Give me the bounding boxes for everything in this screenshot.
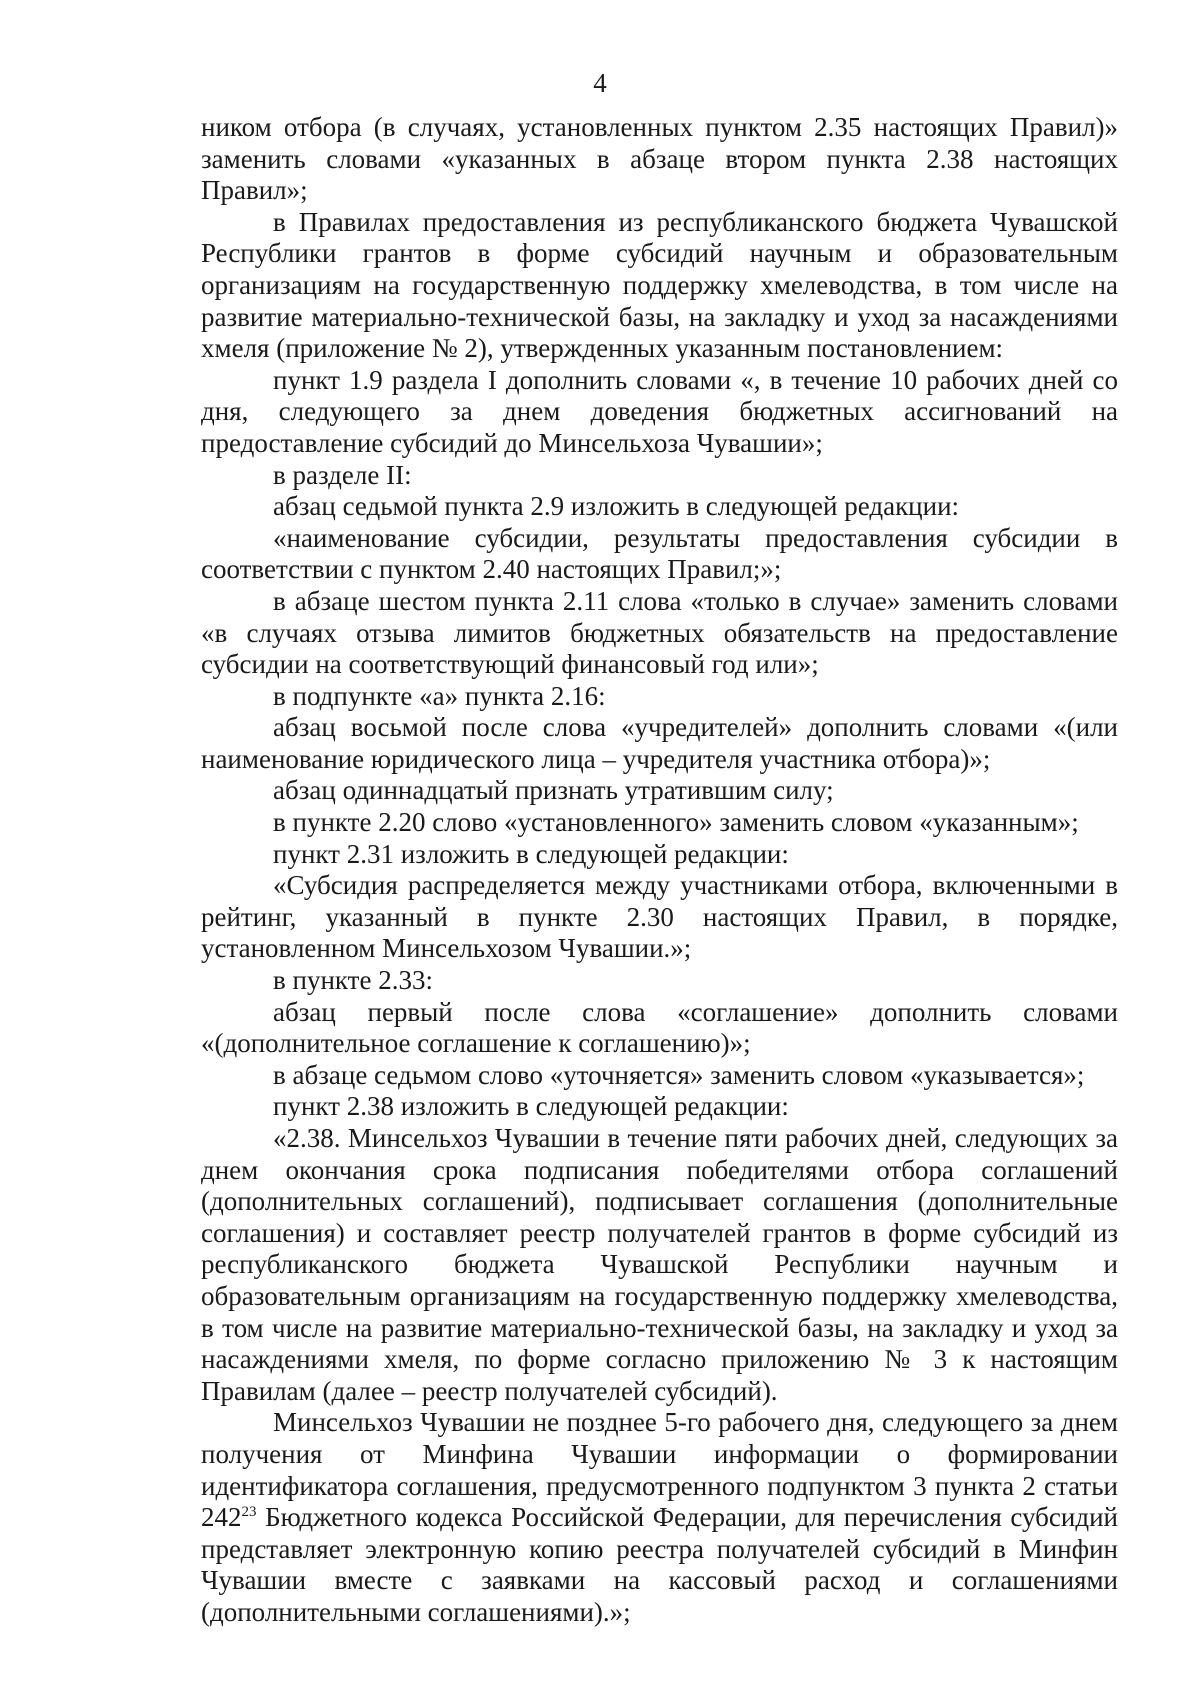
final-paragraph-text-end: Бюджетного кодекса Российской Федерации, для перечисления субсидий представляет электронную копию реестра получателей субсидий в Минфин Чувашии вместе с заявками на кассовый расход и соглашениями (дополнительными соглашениями).»; — [201, 1502, 1118, 1627]
paragraph: абзац седьмой пункта 2.9 изложить в следующей редакции: — [273, 491, 960, 522]
final-paragraph — [201, 1407, 1118, 1628]
document-body — [201, 112, 1118, 1629]
paragraph: «наименование субсидии, результаты предоставления субсидии в соответствии с пунктом 2.40 настоящих Правил;»; — [201, 522, 1118, 585]
paragraph: в Правилах предоставления из республиканского бюджета Чувашской Республики грантов в форме субсидий научным и образовательным организациям на государственную поддержку хмелеводства, в том числе на развитие материально-технической базы, на закладку и уход за насаждениями хмеля (приложение № 2), утвержденных указанным постановлением: — [201, 206, 1118, 364]
paragraph: «Субсидия распределяется между участниками отбора, включенными в рейтинг, указанный в пункте 2.30 настоящих Правил, в порядке, установленном Минсельхозом Чувашии.»; — [201, 870, 1118, 964]
paragraph: в пункте 2.20 слово «установленного» заменить словом «указанным»; — [273, 807, 1079, 838]
paragraph: в пункте 2.33: — [273, 965, 433, 996]
paragraph: абзац восьмой после слова «учредителей» дополнить словами «(или наименование юридического лица – учредителя участника отбора)»; — [201, 712, 1118, 774]
paragraph: пункт 2.31 изложить в следующей редакции: — [273, 838, 789, 869]
paragraph: абзац первый после слова «соглашение» дополнить словами «(дополнительное соглашение к соглашению)»; — [201, 996, 1118, 1059]
paragraph: ником отбора (в случаях, установленных пунктом 2.35 настоящих Правил)» заменить словами «указанных в абзаце втором пункта 2.38 настоящих Правил»; — [201, 112, 1118, 206]
final-paragraph-text-start: Минсельхоз Чувашии не позднее 5-го рабочего дня, следующего за днем получения от Минфина Чувашии информации о формировании идентификатора соглашения, предусмотренного подпунктом 3 пункта 2 статьи 242 — [201, 1407, 1118, 1533]
paragraph: абзац одиннадцатый признать утратившим силу; — [273, 775, 834, 806]
page-number: 4 — [593, 68, 607, 98]
paragraph: пункт 2.38 изложить в следующей редакции: — [273, 1091, 789, 1122]
paragraph: в разделе II: — [273, 459, 412, 490]
paragraph: «2.38. Минсельхоз Чувашии в течение пяти рабочих дней, следующих за днем окончания срока подписания победителями отбора соглашений (дополнительных соглашений), подписывает соглашения (дополнительные соглашения) и составляет реестр получателей грантов в форме субсидий из республиканского бюджета Чувашской Республики научным и образовательным организациям на государственную поддержку хмелеводства, в том числе на развитие материально-технической базы, на закладку и уход за насаждениями хмеля, по форме согласно приложению № 3 к настоящим Правилам (далее – реестр получателей субсидий). — [201, 1123, 1118, 1406]
article-superscript: 23 — [241, 1504, 257, 1521]
paragraph: в абзаце седьмом слово «уточняется» заменить словом «указывается»; — [273, 1059, 1085, 1090]
paragraph: в подпункте «а» пункта 2.16: — [273, 680, 606, 711]
paragraph: в абзаце шестом пункта 2.11 слова «только в случае» заменить словами «в случаях отзыва лимитов бюджетных обязательств на предоставление субсидии на соответствующий финансовый год или»; — [201, 585, 1118, 680]
paragraph: пункт 1.9 раздела I дополнить словами «, в течение 10 рабочих дней со дня, следующего за днем доведения бюджетных ассигнований на предоставление субсидий до Минсельхоза Чувашии»; — [201, 364, 1118, 458]
